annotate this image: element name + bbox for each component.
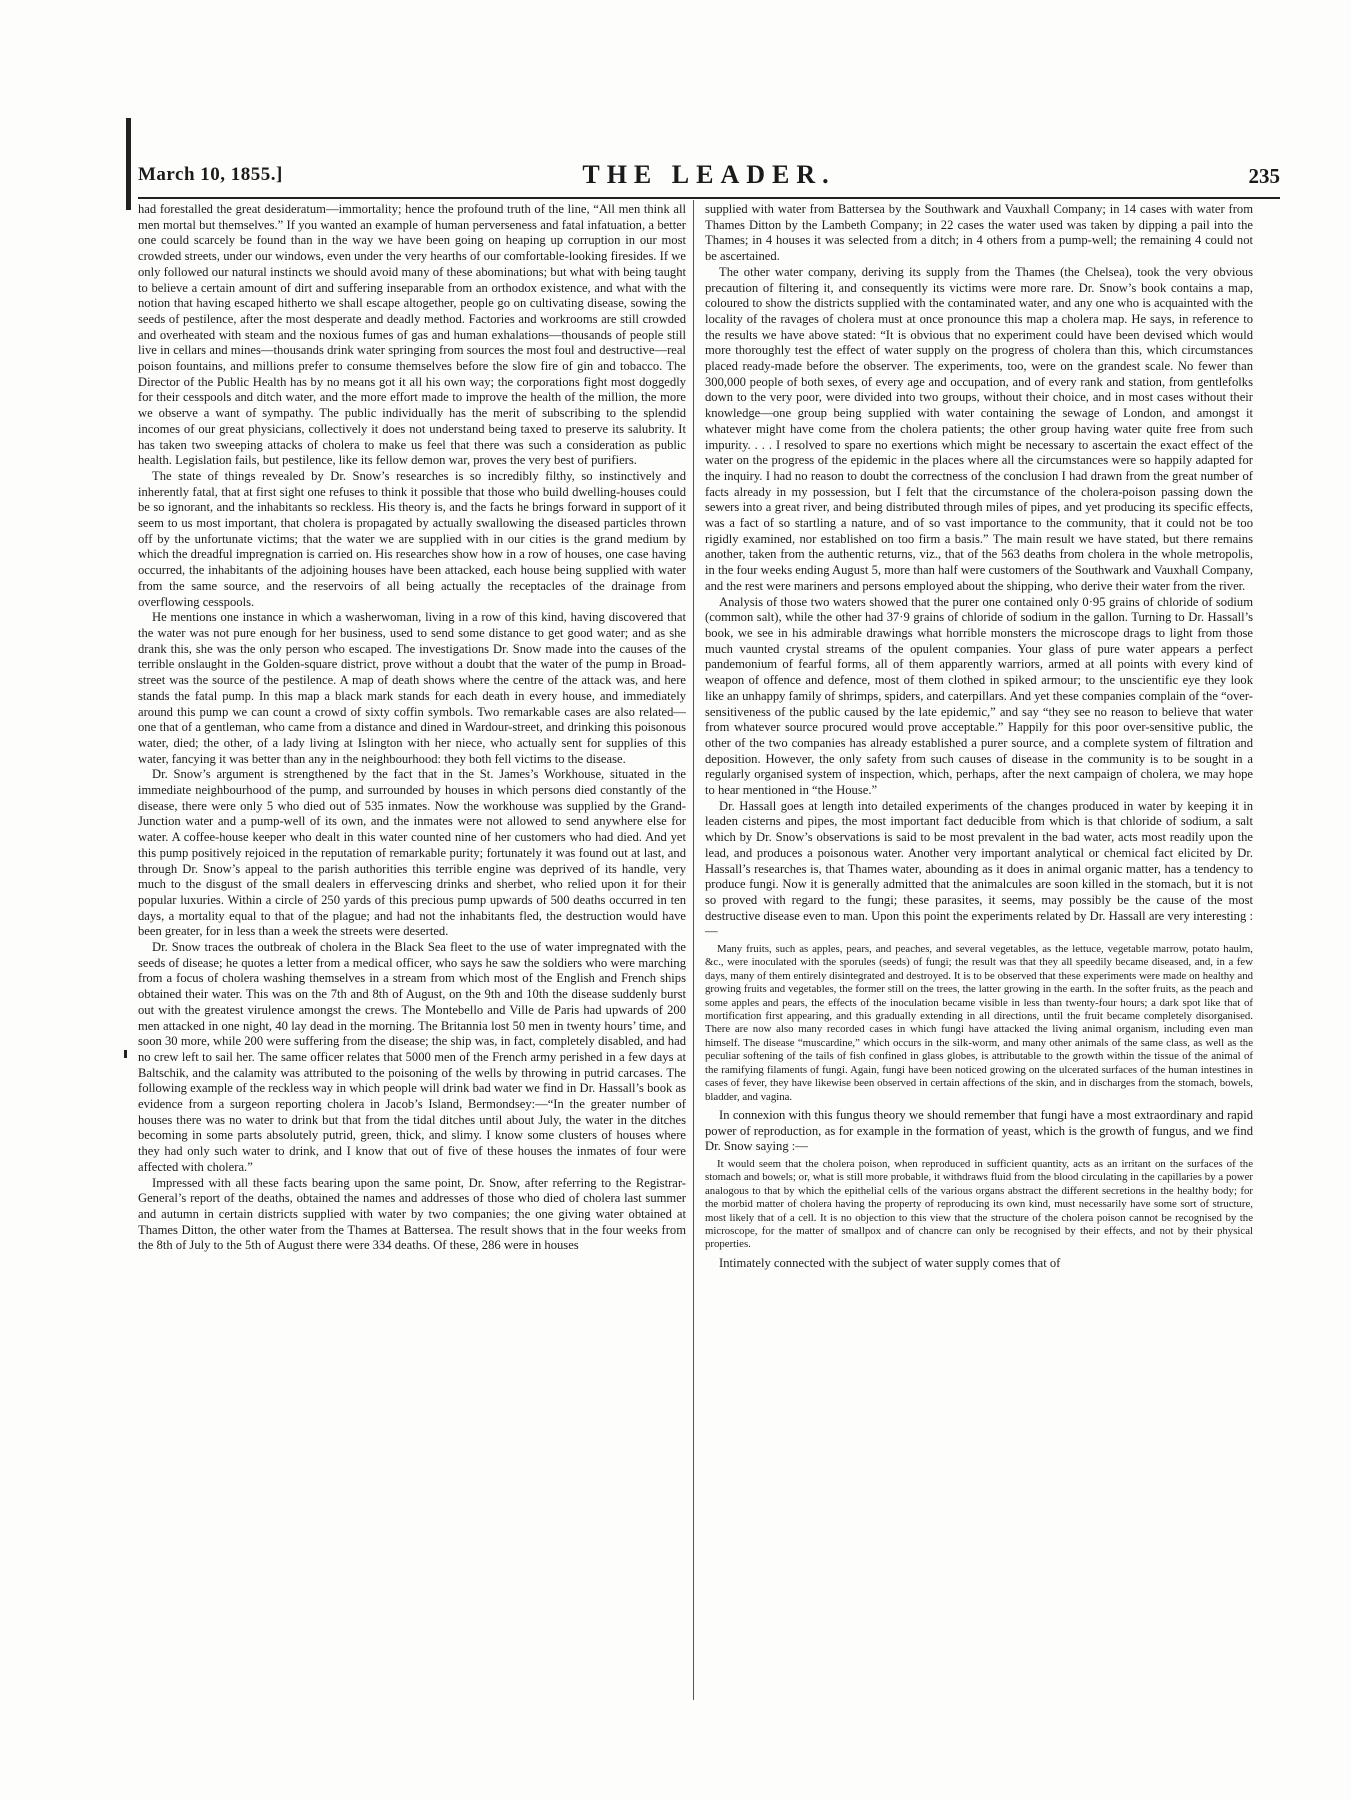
article-paragraph: In connexion with this fungus theory we should remember that fungi have a most extraordinary and rapid power of reproduction, as for example in the formation of yeast, which is the growth of fungus, and we find Dr. Snow saying :—	[705, 1107, 1253, 1154]
left-column	[138, 202, 686, 1697]
article-paragraph: He mentions one instance in which a washerwoman, living in a row of this kind, having discovered that the water was not pure enough for her business, used to send some distance to get good water; and as she drank this, she was the only person who escaped. The investigations Dr. Snow made into the causes of the terrible onslaught in the Golden-square district, prove without a doubt that the water of the pump in Broad-street was the source of the pestilence. A map of death shows where the centre of the attack was, and here stands the fatal pump. In this map a black mark stands for each death in every house, and immediately around this pump we can count a crowd of sixty coffin symbols. Two remarkable cases are also related—one that of a gentleman, who came from a distance and dined in Wardour-street, and drinking this poisonous water, died; the other, of a lady living at Islington with her niece, who actually sent for supplies of this water, fancying it was better than any in the neighbourhood: they both fell victims to the disease.	[138, 610, 686, 766]
page-header	[138, 160, 1280, 194]
article-paragraph: The state of things revealed by Dr. Snow’s researches is so incredibly filthy, so instinctively and inherently fatal, that at first sight one refuses to think it possible that those who build dwelling-houses could be so ignorant, and the inhabitants so reckless. His theory is, and the facts he brings forward in support of it seem to us most important, that cholera is propagated by actually swallowing the diseased particles thrown off by the unfortunate victims; that the water we are supplied with in our cities is the grand medium by which the dreadful impregnation is carried on. His researches show how in a row of houses, one case having occurred, the inhabitants of the adjoining houses have been attacked, each house being supplied with water from the same source, and the reservoirs of all being actually the receptacles of the drainage from overflowing cesspools.	[138, 468, 686, 609]
article-paragraph: The other water company, deriving its supply from the Thames (the Chelsea), took the very obvious precaution of filtering it, and consequently its victims were more rare. Dr. Snow’s book contains a map, coloured to show the districts supplied with the contaminated water, and any one who is acquainted with the locality of the ravages of cholera must at once pronounce this map a cholera map. He says, in reference to the results we have above stated: “It is obvious that no experiment could have been devised which would more thoroughly test the effect of water supply on the progress of cholera than this, which circumstances placed ready-made before the observer. The experiments, too, were on the grandest scale. No fewer than 300,000 people of both sexes, of every age and occupation, and of every rank and station, from gentlefolks down to the very poor, were divided into two groups, without their choice, and in most cases without their knowledge—one group being supplied with water containing the sewage of London, and amongst it whatever might have come from the cholera patients; the other group having water quite free from such impurity. . . . I resolved to spare no exertions which might be necessary to ascertain the exact effect of the water on the progress of the epidemic in the places where all the circumstances were so happily adapted for the inquiry. I had no reason to doubt the correctness of the conclusion I had drawn from the great number of facts already in my possession, but I felt that the circumstance of the cholera-poison passing down the sewers into a great river, and being distributed through miles of pipes, and yet producing its specific effects, was a fact of so startling a nature, and of so vast importance to the community, that it could not be too rigidly examined, nor established on too firm a basis.” The main result we have stated, but there remains another, taken from the authentic returns, viz., that of the 563 deaths from cholera in the whole metropolis, in the four weeks ending August 5, more than half were customers of the Southwark and Vauxhall Company, and the rest were mariners and persons employed about the shipping, who derive their water from the river.	[705, 264, 1253, 593]
column-divider	[693, 200, 694, 1700]
binding-edge-mark-small	[124, 1050, 127, 1058]
header-rule	[138, 197, 1280, 199]
issue-date: March 10, 1855.]	[138, 164, 283, 185]
page-number: 235	[1248, 164, 1280, 188]
article-paragraph: had forestalled the great desideratum—immortality; hence the profound truth of the line, “All men think all men mortal but themselves.” If you wanted an example of human perverseness and fatal infatuation, a better one could scarcely be found than in the way we have been going on heaping up corruption in our most crowded streets, under our windows, even under the very hearths of our comfortable-looking firesides. If we only followed our natural instincts we should avoid many of these abominations; but what with being taught to believe a certain amount of dirt and suffering inseparable from an orthodox existence, and what with the notion that having escaped hitherto we shall escape altogether, people go on cultivating disease, sowing the seeds of pestilence, after the most desperate and deadly method. Factories and workrooms are still crowded and overheated with steam and the noxious fumes of gas and human exhalations—thousands of people still live in cellars and mines—thousands drink water springing from sources the most foul and destructive—real poison fountains, and millions prefer to consume themselves before the slow fire of gin and tobacco. The Director of the Public Health has by no means got it all his own way; the corporations fight most doggedly for their cesspools and ditch water, and the more effort made to improve the health of the million, the more we observe a want of sympathy. The public individually has the merit of subscribing to the splendid incomes of our great physicians, collectively it does not understand being taxed to preserve its salubrity. It has taken two sweeping attacks of cholera to make us feel that there was such a consideration as public health. Legislation fails, but pestilence, like its fellow demon war, proves the very best of purifiers.	[138, 202, 686, 468]
right-column	[705, 202, 1253, 1697]
binding-edge-mark	[126, 118, 131, 210]
article-paragraph: Dr. Snow’s argument is strengthened by the fact that in the St. James’s Workhouse, situated in the immediate neighbourhood of the pump, and surrounded by houses in which persons died constantly of the disease, there were only 5 who died out of 535 inmates. Now the workhouse was supplied by the Grand-Junction water and a pump-well of its own, and the inmates were not allowed to send anywhere else for water. A coffee-house keeper who dealt in this water counted nine of her customers who had died. And yet this pump positively rejoiced in the reputation of remarkable purity; fortunately it was found out at last, and through Dr. Snow’s appeal to the parish authorities this terrible engine was deprived of its handle, very much to the disgust of the small dealers in effervescing drinks and sherbet, who relied upon it for their popular luxuries. Within a circle of 250 yards of this precious pump upwards of 500 deaths occurred in ten days, a mortality equal to that of the plague; and had not the inhabitants fled, the destruction would have been greater, for in less than a week the streets were deserted.	[138, 767, 686, 939]
article-paragraph: Dr. Snow traces the outbreak of cholera in the Black Sea fleet to the use of water impregnated with the seeds of disease; he quotes a letter from a medical officer, who says he saw the soldiers who were marching from a focus of cholera washing themselves in a stream from which most of the English and French ships obtained their water. This was on the 7th and 8th of August, on the 9th and 10th the disease suddenly burst out with the greatest virulence amongst the crews. The Montebello and Ville de Paris had upwards of 200 men attacked in one night, 40 lay dead in the morning. The Britannia lost 50 men in twenty hours’ time, and soon 30 more, while 200 were suffering from the disease; the ship was, in fact, completely disabled, and had no crew left to sail her. The same officer relates that 5000 men of the French army perished in a few days at Baltschik, and the calamity was attributed to the poisoning of the wells by throwing in putrid carcases. The following example of the reckless way in which people will drink bad water we find in Dr. Hassall’s book as evidence from a surgeon reporting cholera in Jacob’s Island, Bermondsey:—“In the greater number of houses there was no water to drink but that from the tidal ditches until about July, the water in the ditches becoming in some parts absolutely putrid, green, thick, and slimy. I know some clusters of houses where they had only such water to drink, and I know that out of five of these houses the inmates of four were affected with cholera.”	[138, 940, 686, 1174]
article-paragraph-final: Intimately connected with the subject of water supply comes that of	[719, 1255, 1061, 1270]
block-quote-snow: It would seem that the cholera poison, when reproduced in sufficient quantity, acts as an irritant on the surfaces of the stomach and bowels; or, what is still more probable, it withdraws fluid from the blood circulating in the capillaries by a power analogous to that by which the epithelial cells of the various organs abstract the different secretions in the healthy body; for the morbid matter of cholera having the property of reproducing its own kind, must necessarily have some sort of structure, most likely that of a cell. It is no objection to this view that the structure of the cholera poison cannot be recognised by the microscope, for the matter of smallpox and of chancre can only be recognised by their effects, and not by their physical properties.	[705, 1158, 1253, 1251]
article-paragraph: supplied with water from Battersea by the Southwark and Vauxhall Company; in 14 cases with water from Thames Ditton by the Lambeth Company; in 22 cases the water used was taken by dipping a pail into the Thames; in 4 houses it was selected from a ditch; in 4 others from a pump-well; the remaining 4 could not be ascertained.	[705, 202, 1253, 264]
article-paragraph: Analysis of those two waters showed that the purer one contained only 0·95 grains of chloride of sodium (common salt), while the other had 37·9 grains of chloride of sodium in the gallon. Turning to Dr. Hassall’s book, we see in his admirable drawings what horrible monsters the microscope drags to light from those much vaunted crystal streams of the opulent companies. Your glass of pure water appears a perfect pandemonium of fearful forms, all of them apparently warriors, armed at all points with every kind of weapon of offence and defence, most of them clothed in spiked armour; to the unscientific eye they look like an unhappy family of shrimps, spiders, and caterpillars. And yet these companies complain of the “over-sensitiveness of the public caused by the late epidemic,” and say “they see no reason to believe that water from whatever source procured would prove acceptable.” Happily for this poor over-sensitive public, the other of the two companies has already established a purer source, and a complete system of filtration and deposition. However, the only safety from such causes of disease in the community is to be sought in a regularly organised system of inspection, which, perhaps, after the next campaign of cholera, we may hope to hear mentioned in “the House.”	[705, 594, 1253, 798]
article-paragraph: Dr. Hassall goes at length into detailed experiments of the changes produced in water by keeping it in leaden cisterns and pipes, the most important fact deducible from which is that chloride of sodium, a salt which by Dr. Snow’s observations is said to be most prevalent in the bad water, acts most readily upon the lead, and produces a poisonous water. Another very important analytical or chemical fact elicited by Dr. Hassall’s researches is, that Thames water, abounding as it does in animal organic matter, has a tendency to produce fungi. Now it is generally admitted that the animalcules are soon killed in the stomach, but it is not so proved with regard to the fungi; these parasites, it seems, may possibly be the cause of the most destructive disease even to man. Upon this point the experiments related by Dr. Hassall are very interesting :—	[705, 798, 1253, 939]
masthead-title: THE LEADER.	[582, 160, 836, 189]
block-quote-hassall: Many fruits, such as apples, pears, and peaches, and several vegetables, as the lettuce, vegetable marrow, potato haulm, &c., were inoculated with the sporules (seeds) of fungi; the result was that they all speedily became diseased, and, in a few days, many of them entirely disintegrated and destroyed. It is to be observed that these experiments were made on healthy and growing fruits and vegetables, the former still on the trees, the latter growing in the earth. In the softer fruits, as the peach and some apples and pears, the effects of the inoculation became visible in less than twenty-four hours; a dark spot like that of mortification first appearing, and this gradually extending in all directions, until the fruit became completely disorganised. There are now also many recorded cases in which fungi have attacked the living animal organism, including even man himself. The disease “muscardine,” which occurs in the silk-worm, and many other animals of the same class, as well as the peculiar softening of the tails of fish confined in glass globes, is attributable to the growth within the tissue of the animal of the ramifying filaments of fungi. Again, fungi have been noticed growing on the ulcerated surfaces of the human intestines in cases of fever, they have likewise been observed in certain affections of the skin, and in discharges from the stomach, bowels, bladder, and vagina.	[705, 943, 1253, 1103]
article-paragraph: Impressed with all these facts bearing upon the same point, Dr. Snow, after referring to the Registrar-General’s report of the deaths, obtained the names and addresses of those who died of cholera last summer and autumn in certain districts supplied with water by two companies; the one giving water obtained at Thames Ditton, the other water from the Thames at Battersea. The result shows that in the four weeks from the 8th of July to the 5th of August there were 334 deaths. Of these, 286 were in houses	[138, 1175, 686, 1253]
